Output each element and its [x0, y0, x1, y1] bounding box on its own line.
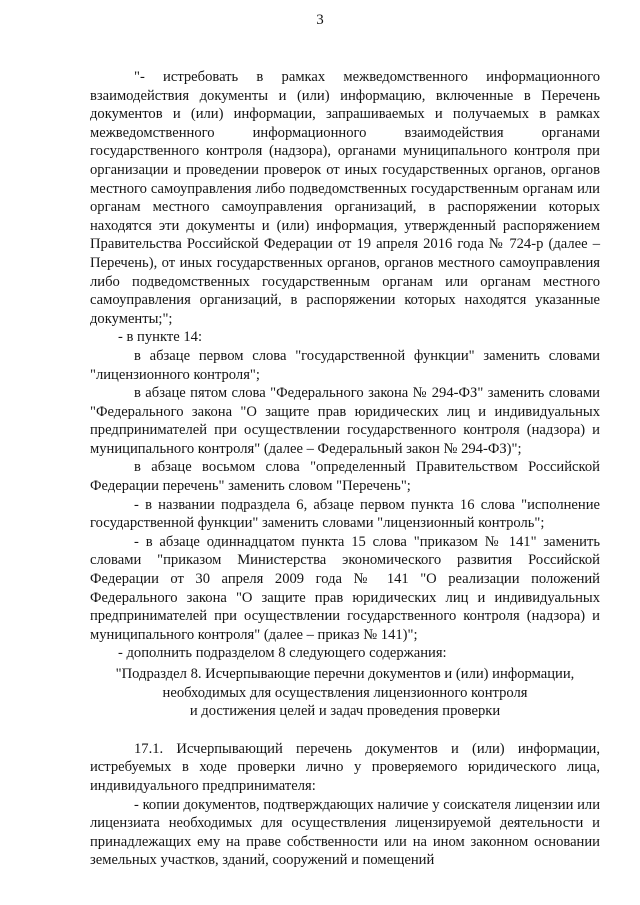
- paragraph-8: - дополнить подразделом 8 следующего содержания:: [118, 645, 447, 662]
- paragraph-5: в абзаце восьмом слова "определенный Правительством Российской Федерации перечень" заменить словом "Перечень";: [90, 459, 600, 495]
- paragraph-2: - в пункте 14:: [118, 329, 203, 346]
- document-body: [90, 68, 600, 870]
- section-heading-line-1: "Подраздел 8. Исчерпывающие перечни документов и (или) информации,: [115, 666, 575, 682]
- paragraph-9: 17.1. Исчерпывающий перечень документов и (или) информации, истребуемых в ходе проверки лично у проверяемого юридического лица, индивидуального предпринимателя:: [90, 740, 600, 794]
- paragraph-4: в абзаце пятом слова "Федерального закона № 294-ФЗ" заменить словами "Федерального закона "О защите прав юридических лиц и индивидуальных предпринимателей при осуществлении государственного контроля (надзора) и муниципального контроля" (далее – Федеральный закон № 294-ФЗ)";: [90, 385, 600, 457]
- paragraph-7: - в абзаце одиннадцатом пункта 15 слова "приказом № 141" заменить словами "приказом Министерства экономического развития Российской Федерации от 30 апреля 2009 года № 141 "О реализации положений Федерального закона "О защите прав юридических лиц и индивидуальных предпринимателей при осуществлении государственного контроля (надзора) и муниципального контроля" (далее – приказ № 141)";: [90, 533, 600, 643]
- paragraph-6: - в названии подраздела 6, абзаце первом пункта 16 слова "исполнение государственной функции" заменить словами "лицензионный контроль";: [90, 496, 600, 532]
- section-heading-line-3: и достижения целей и задач проведения проверки: [189, 703, 501, 720]
- paragraph-10: - копии документов, подтверждающих наличие у соискателя лицензии или лицензиата необходимых для осуществления лицензируемой деятельности и принадлежащих ему на праве собственности или на ином законном основании земельных участков, зданий, сооружений и помещений: [90, 796, 600, 869]
- paragraph-3: в абзаце первом слова "государственной функции" заменить словами "лицензионного контроля";: [90, 347, 600, 383]
- section-heading: [90, 665, 600, 721]
- page-number: 3: [316, 12, 324, 28]
- paragraph-1: "- истребовать в рамках межведомственного информационного взаимодействия документы и (или) информацию, включенные в Перечень документов и (или) информации, запрашиваемых и получаемых в рамках межведомственного информационного взаимодействия органами государственного контроля (надзора), органами муниципального контроля при организации и проведении проверок от иных государственных органов, органов местного самоуправления либо подведомственных государственным органам или органам местного самоуправления организаций, в распоряжении которых находятся эти документы и (или) информация, утвержденный распоряжением Правительства Российской Федерации от 19 апреля 2016 года № 724-р (далее – Перечень), от иных государственных органов, органов местного самоуправления либо подведомственных государственным органам или органам местного самоуправления организаций, в распоряжении которых находятся указанные документы;";: [90, 69, 600, 327]
- section-heading-line-2: необходимых для осуществления лицензионного контроля: [162, 684, 528, 701]
